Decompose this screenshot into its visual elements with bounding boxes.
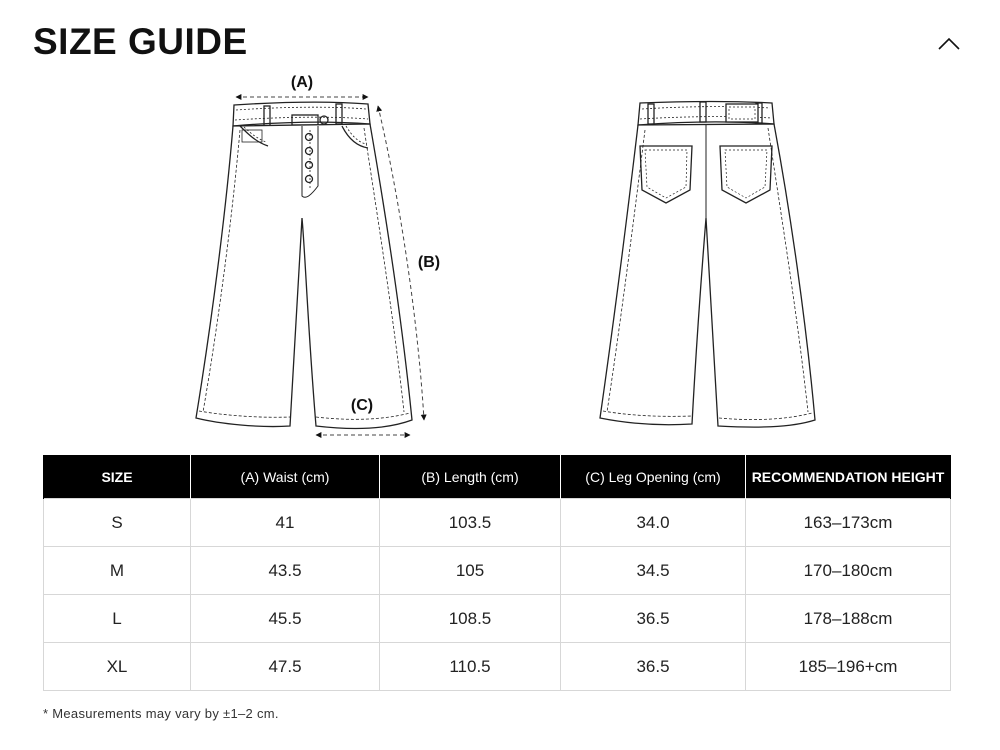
table-cell: 185–196+cm (746, 643, 951, 691)
table-row (44, 595, 951, 643)
table-cell: L (44, 595, 191, 643)
label-b: (B) (417, 254, 441, 271)
header-leg-opening: (C) Leg Opening (cm) (561, 455, 746, 499)
jeans-front-icon (196, 102, 412, 428)
table-cell: 110.5 (380, 643, 561, 691)
header-waist: (A) Waist (cm) (191, 455, 380, 499)
table-cell: 170–180cm (746, 547, 951, 595)
jeans-illustration (0, 60, 1000, 450)
jeans-back-icon (600, 102, 815, 428)
header-recommendation-height: RECOMMENDATION HEIGHT (746, 455, 951, 499)
table-cell: 103.5 (380, 499, 561, 547)
page-title: SIZE GUIDE (33, 21, 248, 62)
table-cell: 34.5 (561, 547, 746, 595)
table-row (44, 499, 951, 547)
table-cell: 178–188cm (746, 595, 951, 643)
table-cell: 108.5 (380, 595, 561, 643)
table-cell: M (44, 547, 191, 595)
table-cell: 41 (191, 499, 380, 547)
header-length: (B) Length (cm) (380, 455, 561, 499)
table-header-row (44, 455, 951, 499)
table-cell: 47.5 (191, 643, 380, 691)
collapse-button[interactable] (932, 30, 966, 58)
measurement-footnote: * Measurements may vary by ±1–2 cm. (43, 706, 279, 721)
table-cell: XL (44, 643, 191, 691)
header-size: SIZE (44, 455, 191, 499)
table-cell: 105 (380, 547, 561, 595)
table-cell: 163–173cm (746, 499, 951, 547)
table-cell: 36.5 (561, 643, 746, 691)
table-cell: 43.5 (191, 547, 380, 595)
size-table (43, 455, 951, 691)
chevron-up-icon (932, 30, 966, 58)
table-cell: 34.0 (561, 499, 746, 547)
table-row (44, 643, 951, 691)
table-cell: S (44, 499, 191, 547)
table-cell: 45.5 (191, 595, 380, 643)
label-c: (C) (350, 397, 374, 414)
table-cell: 36.5 (561, 595, 746, 643)
label-a: (A) (290, 74, 314, 91)
table-row (44, 547, 951, 595)
